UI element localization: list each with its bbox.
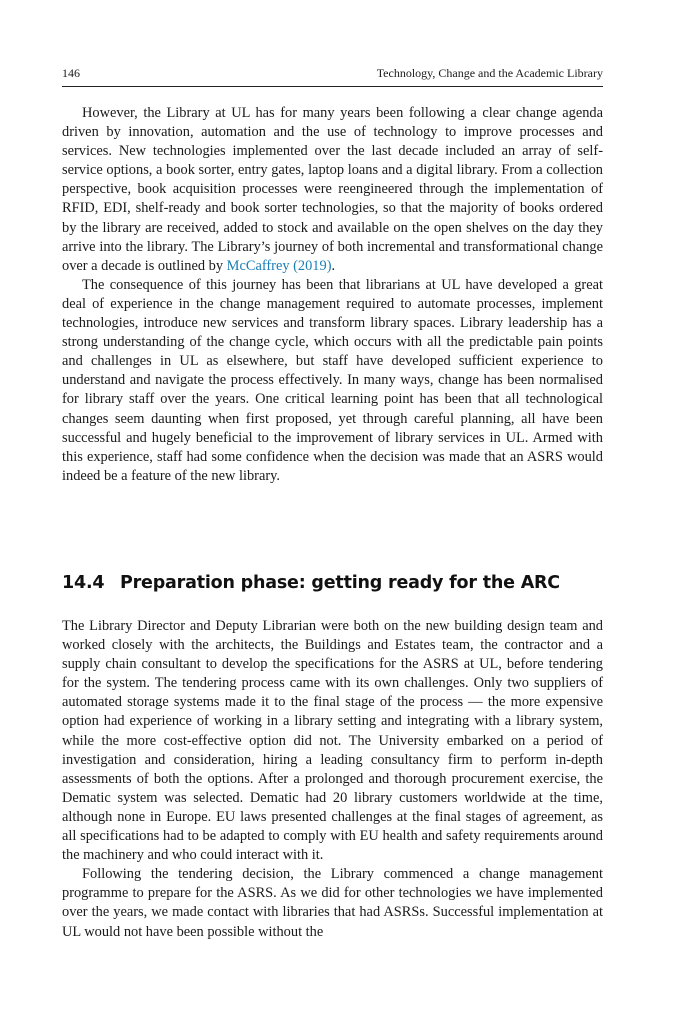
paragraph-1-end: . xyxy=(331,257,336,274)
page-number: 146 xyxy=(62,66,80,80)
book-title: Technology, Change and the Academic Library xyxy=(376,66,603,80)
section-number: 14.4 xyxy=(62,573,105,593)
section-heading xyxy=(62,571,603,595)
paragraph-2: The consequence of this journey has been that librarians at UL have developed a great deal of experience in the change management required to automate processes, implement technologies, introduce new services and transform library spaces. Library leadership has a strong understanding of the change cycle, which occurs with all the predictable pain points and challenges in UL as elsewhere, but staff have developed sufficient experience to understand and navigate the process effectively. In many ways, change has been normalised for library staff over the years. One critical learning point has been that all technological changes seem daunting when first proposed, yet through careful planning, all have been successful and hugely beneficial to the improvement of library services in UL. Armed with this experience, staff had some confidence when the decision was made that an ASRS would indeed be a feature of the new library. xyxy=(62,276,603,484)
body-text-top xyxy=(62,104,603,486)
citation-link[interactable]: McCaffrey (2019) xyxy=(226,257,332,274)
running-head xyxy=(62,64,603,87)
body-text-bottom xyxy=(62,617,603,942)
paragraph-3: The Library Director and Deputy Librarian were both on the new building design team and worked closely with the architects, the Buildings and Estates team, the contractor and a supply chain consultant to develop the specifications for the ASRS at UL, before tendering for the system. The tendering process came with its own challenges. Only two suppliers of automated storage systems made it to the final stage of the process — the more expensive option had experience of working in a library setting and integrating with a library system, while the more cost-effective option did not. The University embarked on a period of investigation and consideration, hiring a leading consultancy firm to perform in-depth assessments of both the options. After a prolonged and thorough procurement exercise, the Dematic system was selected. Dematic had 20 library customers worldwide at the time, although none in Europe. EU laws presented challenges at the final stages of agreement, as all specifications had to be adapted to comply with EU health and safety requirements around the machinery and who could interact with it. xyxy=(62,618,603,864)
paragraph-1 xyxy=(62,104,603,276)
paragraph-1-text: However, the Library at UL has for many years been following a clear change agenda driven by innovation, automation and the use of technology to improve processes and services. New technologies implemented over the last decade included an array of self-service options, a book sorter, entry gates, laptop loans and a digital library. From a collection perspective, book acquisition processes were reengineered through the implementation of RFID, EDI, shelf-ready and book sorter technologies, so that the majority of books ordered by the library are received, added to stock and available on the open shelves on the day they arrive into the library. The Library’s journey of both incremental and transformational change over a decade is outlined by xyxy=(62,105,603,274)
paragraph-4: Following the tendering decision, the Library commenced a change management programme to prepare for the ASRS. As we did for other technologies we have implemented over the years, we made contact with libraries that had ASRSs. Successful implementation at UL would not have been possible without the xyxy=(62,866,603,940)
section-title: Preparation phase: getting ready for the ARC xyxy=(120,573,560,593)
